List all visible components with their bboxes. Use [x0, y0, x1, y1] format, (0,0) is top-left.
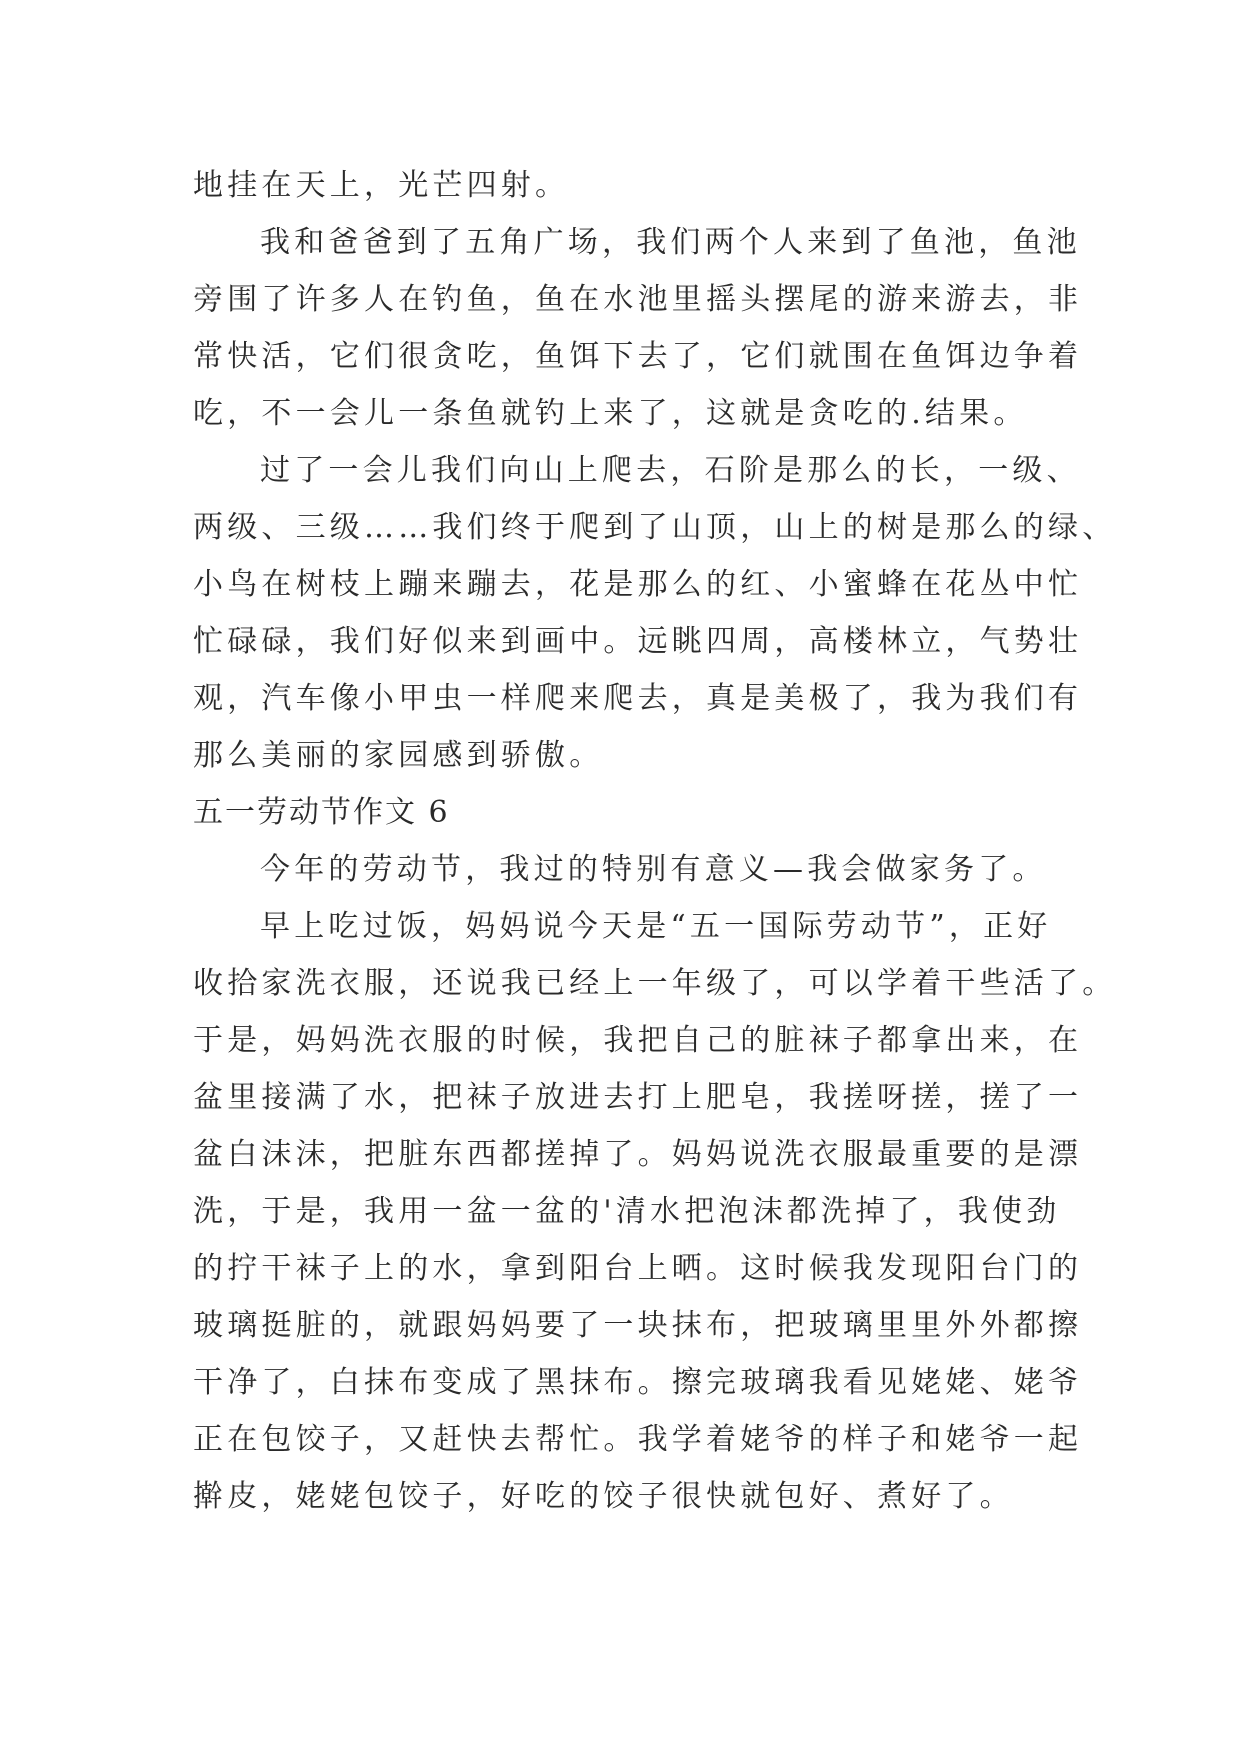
- text-line: 盆里接满了水，把袜子放进去打上肥皂，我搓呀搓，搓了一: [193, 1080, 1083, 1115]
- text-line: 那么美丽的家园感到骄傲。: [193, 738, 604, 773]
- text-line: 常快活，它们很贪吃，鱼饵下去了，它们就围在鱼饵边争着: [193, 339, 1083, 374]
- text-line: 收拾家洗衣服，还说我已经上一年级了，可以学着干些活了。: [193, 966, 1117, 1001]
- text-line: 干净了，白抹布变成了黑抹布。擦完玻璃我看见姥姥、姥爷: [193, 1365, 1083, 1400]
- text-line: 正在包饺子，又赶快去帮忙。我学着姥爷的样子和姥爷一起: [193, 1422, 1083, 1457]
- text-line: 地挂在天上，光芒四射。: [193, 168, 570, 203]
- text-line: 洗，于是，我用一盆一盆的'清水把泡沫都洗掉了，我使劲: [193, 1194, 1061, 1229]
- text-line: 小鸟在树枝上蹦来蹦去，花是那么的红、小蜜蜂在花丛中忙: [193, 567, 1083, 602]
- text-line: 吃，不一会儿一条鱼就钓上来了，这就是贪吃的.结果。: [193, 396, 1028, 431]
- text-line: 于是，妈妈洗衣服的时候，我把自己的脏袜子都拿出来，在: [193, 1023, 1083, 1058]
- paragraph-first-line: 今年的劳动节，我过的特别有意义—我会做家务了。: [260, 852, 1047, 887]
- text-line: 旁围了许多人在钓鱼，鱼在水池里摇头摆尾的游来游去，非: [193, 282, 1083, 317]
- paragraph-first-line: 早上吃过饭，妈妈说今天是“五一国际劳动节”，正好: [260, 909, 1052, 944]
- text-line: 盆白沫沫，把脏东西都搓掉了。妈妈说洗衣服最重要的是漂: [193, 1137, 1083, 1172]
- text-line: 两级、三级……我们终于爬到了山顶，山上的树是那么的绿、: [193, 510, 1117, 545]
- text-line: 擀皮，姥姥包饺子，好吃的饺子很快就包好、煮好了。: [193, 1479, 1014, 1514]
- text-line: 忙碌碌，我们好似来到画中。远眺四周，高楼林立，气势壮: [193, 624, 1083, 659]
- paragraph-first-line: 我和爸爸到了五角广场，我们两个人来到了鱼池，鱼池: [260, 225, 1081, 260]
- text-line: 的拧干袜子上的水，拿到阳台上晒。这时候我发现阳台门的: [193, 1251, 1083, 1286]
- paragraph-first-line: 过了一会儿我们向山上爬去，石阶是那么的长，一级、: [260, 453, 1081, 488]
- text-line: 观，汽车像小甲虫一样爬来爬去，真是美极了，我为我们有: [193, 681, 1083, 716]
- text-line: 玻璃挺脏的，就跟妈妈要了一块抹布，把玻璃里里外外都擦: [193, 1308, 1083, 1343]
- section-heading: 五一劳动节作文 6: [193, 795, 450, 830]
